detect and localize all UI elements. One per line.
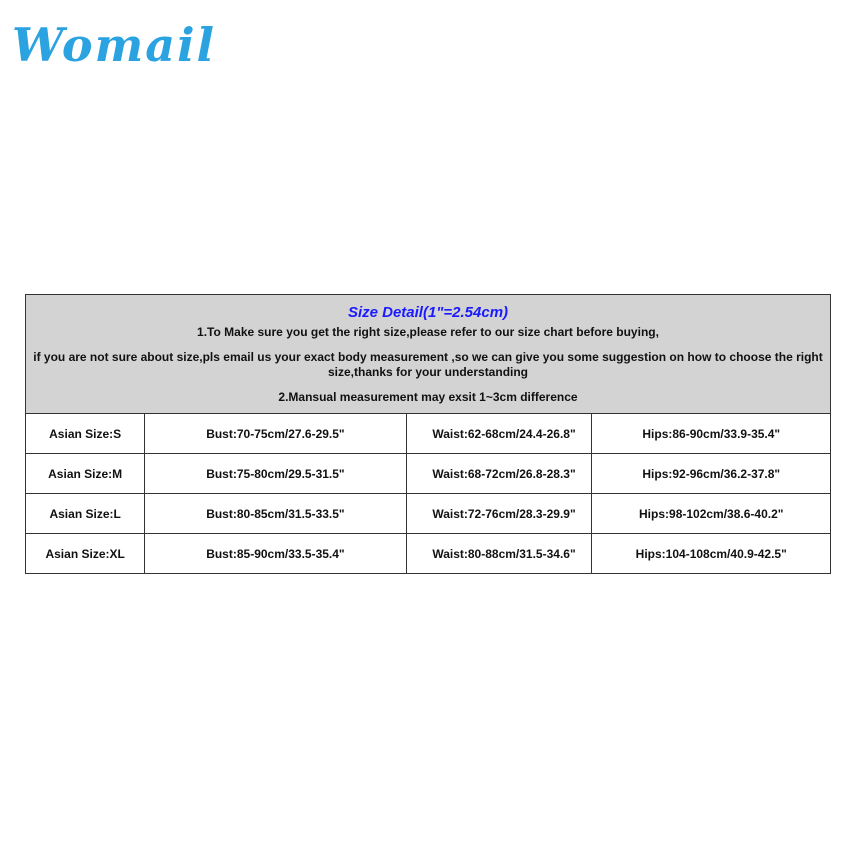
hips-cell: Hips:86-90cm/33.9-35.4" — [592, 414, 831, 454]
waist-cell — [406, 534, 592, 574]
bust-cell: Bust:85-90cm/33.5-35.4" — [145, 534, 406, 574]
bust-cell: Bust:75-80cm/29.5-31.5" — [145, 454, 406, 494]
table-row — [26, 414, 831, 454]
waist-cell — [406, 494, 592, 534]
size-chart-header-row — [26, 295, 831, 414]
size-label-cell: Asian Size:M — [26, 454, 145, 494]
waist-value: Waist:80-88cm/31.5-34.6" — [432, 546, 576, 561]
size-label-cell: Asian Size:L — [26, 494, 145, 534]
hips-cell: Hips:98-102cm/38.6-40.2" — [592, 494, 831, 534]
size-chart-header — [26, 295, 831, 414]
hips-cell: Hips:104-108cm/40.9-42.5" — [592, 534, 831, 574]
brand-logo: Womail — [12, 18, 217, 72]
waist-value: Waist:62-68cm/24.4-26.8" — [432, 426, 576, 441]
size-note-3: 2.Mansual measurement may exsit 1~3cm difference — [278, 389, 578, 404]
size-note-2: if you are not sure about size,pls email us your exact body measurement ,so we can give you some suggestion on how to choose the right size,thanks for your understanding — [33, 349, 823, 379]
waist-cell — [406, 454, 592, 494]
size-label-cell: Asian Size:XL — [26, 534, 145, 574]
hips-cell: Hips:92-96cm/36.2-37.8" — [592, 454, 831, 494]
waist-cell — [406, 414, 592, 454]
waist-value: Waist:72-76cm/28.3-29.9" — [432, 506, 576, 521]
table-row — [26, 534, 831, 574]
size-chart-title: Size Detail(1"=2.54cm) — [347, 303, 509, 321]
bust-cell: Bust:80-85cm/31.5-33.5" — [145, 494, 406, 534]
size-chart-table — [25, 294, 831, 574]
waist-value: Waist:68-72cm/26.8-28.3" — [432, 466, 576, 481]
table-row — [26, 454, 831, 494]
table-row — [26, 494, 831, 534]
size-note-1: 1.To Make sure you get the right size,please refer to our size chart before buying, — [197, 324, 659, 339]
size-label-cell: Asian Size:S — [26, 414, 145, 454]
bust-cell: Bust:70-75cm/27.6-29.5" — [145, 414, 406, 454]
